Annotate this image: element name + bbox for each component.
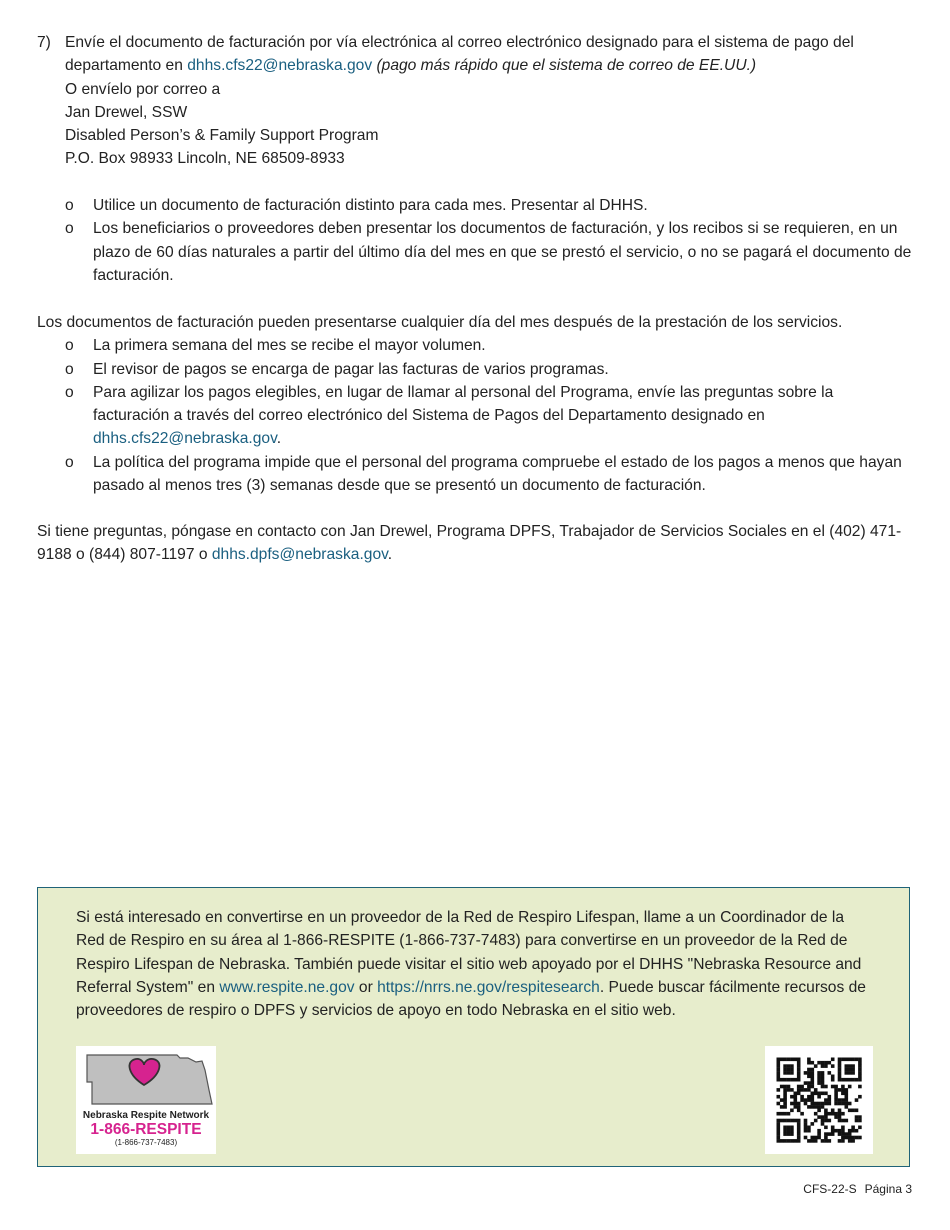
logo-digits: (1-866-737-7483) (114, 1138, 178, 1147)
payments-email-link[interactable]: dhhs.cfs22@nebraska.gov (93, 430, 277, 448)
bullet-marker: o (65, 220, 74, 238)
list-item (37, 194, 912, 217)
item-number: 7) (37, 34, 51, 51)
dpfs-email-link[interactable]: dhhs.dpfs@nebraska.gov (211, 546, 388, 564)
bullet-text: Para agilizar los pagos elegibles, en lugar de llamar al personal del Programa, envíe las preguntas sobre la facturación a través del correo electrónico del Sistema de Pagos del Departamento designado en (93, 383, 834, 425)
promo-text (76, 906, 871, 1022)
bullet-marker: o (65, 383, 74, 401)
list-item (37, 358, 912, 381)
alt-mail-label: O envíelo por correo a (65, 80, 221, 98)
form-number: CFS-22-S (803, 1182, 857, 1196)
contact-paragraph (37, 520, 912, 567)
page-number: Página 3 (864, 1182, 912, 1196)
respite-website-link[interactable]: www.respite.ne.gov (219, 978, 355, 996)
list-item (37, 334, 912, 357)
billing-email-link[interactable]: dhhs.cfs22@nebraska.gov (187, 57, 373, 75)
bullet-text: La primera semana del mes se recibe el mayor volumen. (93, 337, 486, 355)
bullet-text: El revisor de pagos se encarga de pagar las facturas de varios programas. (93, 360, 609, 378)
respite-promo-box (37, 887, 910, 1167)
qr-code[interactable] (765, 1046, 873, 1154)
contact-text: Si tiene preguntas, póngase en contacto con Jan Drewel, Programa DPFS, Trabajador de Servicios Sociales en el (402) 471-9188 o (844) 807-1197 o (37, 523, 902, 564)
billing-rules (37, 194, 912, 287)
nrrs-search-link[interactable]: https://nrrs.ne.gov/respitesearch (377, 978, 600, 996)
bullet-marker: o (65, 453, 74, 471)
bullet-marker: o (65, 197, 74, 214)
address-line-3: P.O. Box 98933 Lincoln, NE 68509-8933 (65, 150, 345, 168)
address-line-2: Disabled Person’s & Family Support Program (65, 127, 379, 145)
bullet-text: Los beneficiarios o proveedores deben presentar los documentos de facturación, y los recibos si se requieren, en un plazo de 60 días naturales a partir del último día del mes en que se prestó el servicio, o no se pagará el documento de facturación. (93, 220, 912, 284)
logo-phone: 1-866-RESPITE (90, 1121, 202, 1138)
contact-end: . (387, 546, 393, 564)
list-item (37, 217, 912, 287)
list-item (37, 451, 912, 498)
submission-section (37, 311, 912, 497)
list-item: o Para agilizar los pagos elegibles, en lugar de llamar al personal del Programa, envíe las preguntas sobre la facturación a través del correo electrónico del Sistema de Pagos del Departamento designado en dhhs.cfs22@nebraska.gov. (37, 381, 912, 451)
respite-network-logo (76, 1046, 216, 1154)
bullet-text: Utilice un documento de facturación distinto para cada mes. Presentar al DHHS. (93, 197, 648, 214)
address-line-1: Jan Drewel, SSW (65, 103, 188, 121)
item7-italic-note: (pago más rápido que el sistema de correo de EE.UU.) (376, 57, 757, 75)
qr-code-icon (765, 1046, 873, 1154)
page-footer (795, 1182, 912, 1196)
nebraska-map-heart-icon (76, 1046, 216, 1154)
bullet-marker: o (65, 337, 74, 355)
promo-or: or (354, 978, 378, 996)
item-7 (37, 31, 912, 171)
promo-text-part2: . Puede buscar fácilmente recursos de proveedores de respiro o DPFS y servicios de apoyo en todo Nebraska en el sitio web. (76, 978, 866, 1020)
submission-intro: Los documentos de facturación pueden presentarse cualquier día del mes después de la prestación de los servicios. (37, 314, 843, 331)
bullet-text: La política del programa impide que el personal del programa compruebe el estado de los pagos a menos que hayan pasado al menos tres (3) semanas desde que se presentó un documento de facturación. (93, 453, 902, 495)
item7-text: Envíe el documento de facturación por vía electrónica al correo electrónico designado para el sistema de pago del departamento en (65, 34, 854, 75)
logo-network-name: Nebraska Respite Network (82, 1110, 210, 1121)
promo-text-part1: Si está interesado en convertirse en un proveedor de la Red de Respiro Lifespan, llame a un Coordinador de la Red de Respiro en su área al 1-866-RESPITE (1-866-737-7483) para convertirse en un proveedor de la Red de Respiro Lifespan de Nebraska. También puede visitar el sitio web apoyado por el DHHS "Nebraska Resource and Referral System" en (76, 909, 862, 996)
bullet-marker: o (65, 360, 74, 378)
